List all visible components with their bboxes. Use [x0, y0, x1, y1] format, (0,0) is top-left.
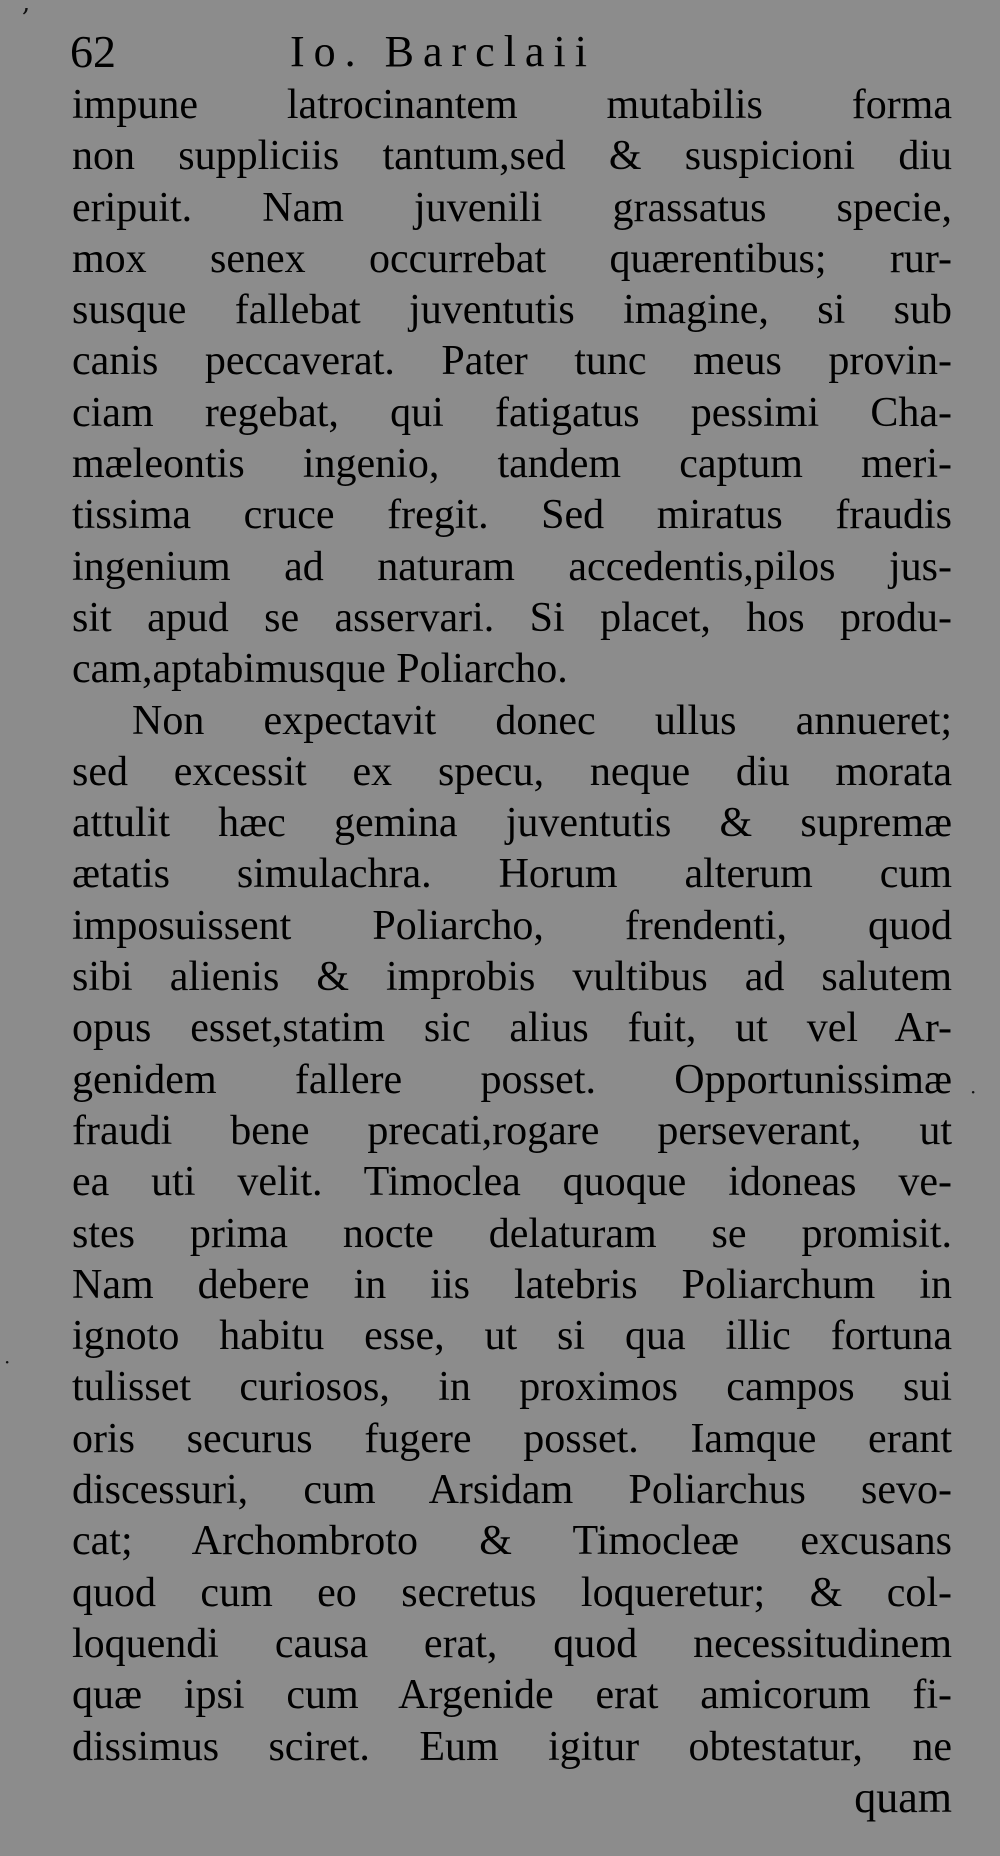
- body-text: [72, 80, 952, 1773]
- text-line: tissima cruce fregit. Sed miratus fraudis: [72, 492, 952, 539]
- text-line: eripuit. Nam juvenili grassatus specie,: [72, 184, 952, 231]
- text-line: sit apud se asservari. Si placet, hos produ-: [72, 594, 952, 641]
- text-line: quæ ipsi cum Argenide erat amicorum fi-: [72, 1672, 952, 1719]
- text-line: ea uti velit. Timoclea quoque idoneas ve-: [72, 1159, 952, 1206]
- text-line: oris securus fugere posset. Iamque erant: [72, 1415, 952, 1462]
- text-line: mæleontis ingenio, tandem captum meri-: [72, 441, 952, 488]
- left-margin-mark: ·: [4, 1350, 11, 1374]
- running-head: Io. Barclaii: [290, 27, 596, 76]
- paragraph-start-line: Non expectavit donec ullus annueret;: [132, 697, 952, 744]
- top-edge-mark: ,: [22, 0, 31, 18]
- text-line: ignoto habitu esse, ut si qua illic fortuna: [72, 1313, 952, 1360]
- text-line: discessuri, cum Arsidam Poliarchus sevo-: [72, 1467, 952, 1514]
- text-line: sibi alienis & improbis vultibus ad salutem: [72, 954, 952, 1001]
- catchword: quam: [854, 1773, 952, 1822]
- text-line: cam,aptabimusque Poliarcho.: [72, 646, 568, 693]
- text-line: canis peccaverat. Pater tunc meus provin-: [72, 338, 952, 385]
- text-line: impune latrocinantem mutabilis forma: [72, 82, 952, 128]
- text-line: non suppliciis tantum,sed & suspicioni diu: [72, 133, 952, 180]
- text-line: ciam regebat, qui fatigatus pessimi Cha-: [72, 389, 952, 436]
- text-line: susque fallebat juventutis imagine, si sub: [72, 287, 952, 334]
- text-line: quod cum eo secretus loqueretur; & col-: [72, 1569, 952, 1616]
- text-line: loquendi causa erat, quod necessitudinem: [72, 1620, 952, 1667]
- text-line: imposuissent Poliarcho, frendenti, quod: [72, 902, 952, 949]
- page-number: 62: [70, 26, 116, 77]
- right-margin-mark: ·: [970, 1080, 977, 1104]
- text-line: stes prima nocte delaturam se promisit.: [72, 1210, 952, 1257]
- text-line: attulit hæc gemina juventutis & supremæ: [72, 800, 952, 847]
- text-line: genidem fallere posset. Opportunissimæ: [72, 1056, 952, 1103]
- text-line: sed excessit ex specu, neque diu morata: [72, 748, 952, 795]
- text-line: dissimus sciret. Eum igitur obtestatur, ne: [72, 1723, 952, 1770]
- text-line: tulisset curiosos, in proximos campos sui: [72, 1364, 952, 1411]
- text-line: fraudi bene precati,rogare perseverant, ut: [72, 1107, 952, 1154]
- text-line: mox senex occurrebat quærentibus; rur-: [72, 235, 952, 282]
- text-line: cat; Archombroto & Timocleæ excusans: [72, 1518, 952, 1565]
- text-line: ætatis simulachra. Horum alterum cum: [72, 851, 952, 898]
- text-line: Nam debere in iis latebris Poliarchum in: [72, 1261, 952, 1308]
- text-line: opus esset,statim sic alius fuit, ut vel Ar-: [72, 1005, 952, 1052]
- page-header: [70, 22, 970, 82]
- text-line: ingenium ad naturam accedentis,pilos jus-: [72, 543, 952, 590]
